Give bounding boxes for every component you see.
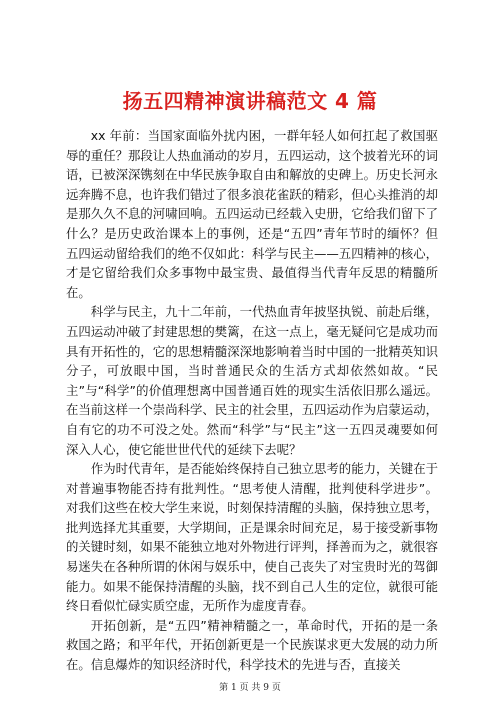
page-number-footer: 第 1 页 共 9 页 [219, 683, 281, 693]
paragraph: 作为时代青年，是否能始终保持自己独立思考的能力，关键在于对普遍事物能否持有批判性。“思考使人清醒，批判使科学进步”。对我们这些在校大学生来说，时刻保持清醒的头脑，保持独立思考，批判选择尤其重要，大学期间，正是课余时间充足，易于接受新事物的关键时刻，如果不能独立地对外物进行评判，择善而为之，就很容易迷失在各种所谓的休闲与娱乐中，使自己丧失了对宝贵时光的驾御能力。如果不能保持清醒的头脑，找不到自己人生的定位，就很可能终日看似忙碌实质空虚，无所作为虚度青春。 [66, 461, 438, 614]
paragraph: 开拓创新，是“五四”精神精髓之一，革命时代，开拓的是一条救国之路；和平年代，开拓创新更是一个民族谋求更大发展的动力所在。信息爆炸的知识经济时代，科学技术的先进与否，直接关 [66, 617, 438, 673]
paragraph: xx 年前：当国家面临外扰内困，一群年轻人如何扛起了救国驱辱的重任？那段让人热血涌动的岁月，五四运动，这个披着光环的词语，已被深深镌刻在中华民族争取自由和解放的史碑上。历史长河永远奔腾不息，也许我们错过了很多浪花雀跃的精彩，但心头推消的却是那久久不息的河啸回响。五四运动已经载入史册，它给我们留下了什么？是历史政治课本上的事例，还是“五四”青年节时的缅怀？但五四运动留给我们的绝不仅如此：科学与民主——五四精神的核心，才是它留给我们众多事物中最宝贵、最值得当代青年反思的精髓所在。 [66, 128, 438, 300]
document-body [66, 126, 438, 675]
paragraph: 科学与民主，九十二年前，一代热血青年披坚执锐、前赴后继，五四运动冲破了封建思想的樊篱，在这一点上，毫无疑问它是成功而具有开拓性的，它的思想精髓深深地影响着当时中国的一批精英知识分子，可放眼中国，当时普通民众的生活方式却依然如故。“民主”与“科学”的价值理想离中国普通百姓的现实生活依旧那么遥远。在当前这样一个崇尚科学、民主的社会里，五四运动作为启蒙运动，自有它的功不可没之处。然而“科学”与“民主”这一五四灵魂要如何深入人心，使它能世世代代的延续下去呢？ [66, 304, 438, 457]
document-title: 扬五四精神演讲稿范文 4 篇 [122, 89, 378, 113]
